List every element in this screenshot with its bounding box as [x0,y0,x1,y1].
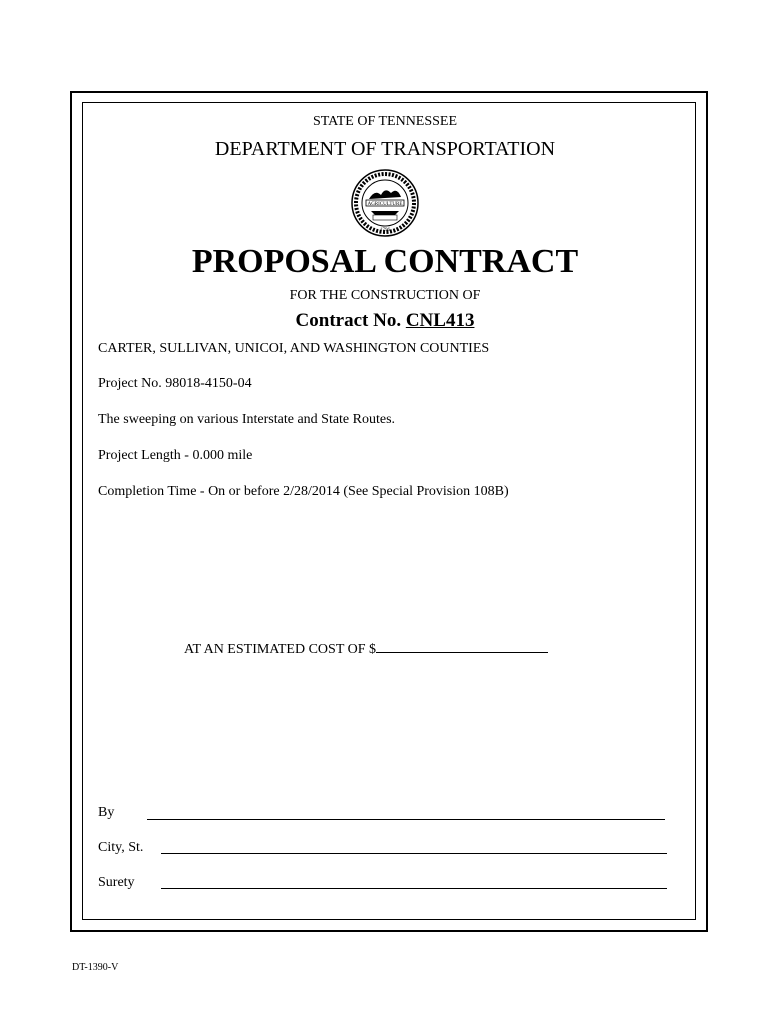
tennessee-seal-icon [351,169,419,237]
city-label: City, St. [98,840,144,855]
subtitle: FOR THE CONSTRUCTION OF [289,288,481,303]
city-field[interactable] [161,839,667,854]
surety-field[interactable] [161,874,667,889]
department-heading: DEPARTMENT OF TRANSPORTATION [214,138,556,160]
project-number: Project No. 98018-4150-04 [98,376,252,391]
by-field[interactable] [147,805,665,820]
contract-number: CNL413 [405,310,475,331]
estimated-cost [184,642,548,658]
svg-text:1796: 1796 [380,228,390,233]
project-description: The sweeping on various Interstate and State Routes. [98,412,396,427]
document-title: PROPOSAL CONTRACT [191,243,579,280]
state-heading: STATE OF TENNESSEE [312,114,458,129]
contract-label: Contract No. [295,310,402,331]
counties: CARTER, SULLIVAN, UNICOI, AND WASHINGTON COUNTIES [98,341,490,356]
form-number: DT-1390-V [72,962,119,973]
by-label: By [98,805,115,820]
project-length: Project Length - 0.000 mile [98,448,253,463]
surety-label: Surety [98,875,135,890]
estimated-cost-label: AT AN ESTIMATED COST OF $ [184,642,377,657]
svg-text:AGRICULTURE: AGRICULTURE [367,202,403,207]
completion-time: Completion Time - On or before 2/28/2014 (See Special Provision 108B) [98,484,509,499]
contract-number-line [0,310,770,332]
estimated-cost-field[interactable] [376,652,548,653]
